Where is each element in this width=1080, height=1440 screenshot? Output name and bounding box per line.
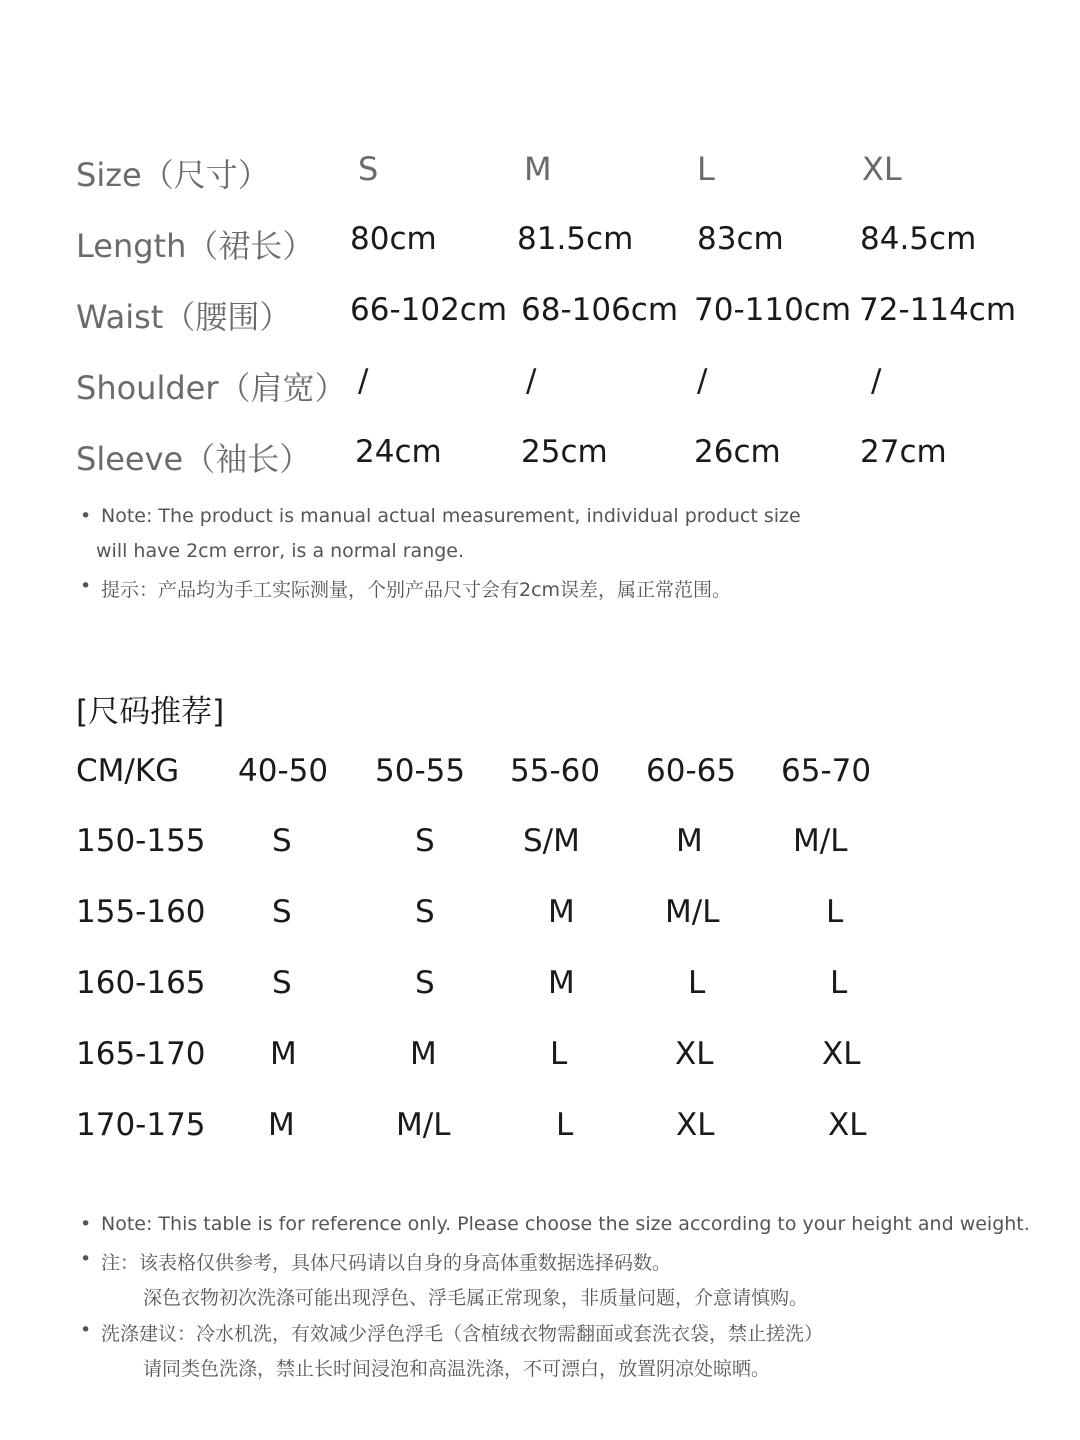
size-col-xl: XL	[862, 150, 902, 188]
recommendation-title: [尺码推荐]	[76, 694, 225, 730]
weight-col-3: 55-60	[510, 753, 601, 789]
waist-m: 68-106cm	[521, 292, 679, 328]
rec-cell: M	[548, 894, 575, 930]
length-label: Length（裙长）	[76, 227, 315, 265]
length-m: 81.5cm	[517, 221, 634, 257]
length-xl: 84.5cm	[860, 221, 977, 257]
waist-xl: 72-114cm	[859, 292, 1017, 328]
size-col-m: M	[524, 150, 552, 188]
rec-cell: S	[415, 823, 435, 859]
rec-cell: S	[272, 894, 292, 930]
size-col-s: S	[358, 150, 379, 188]
sleeve-s: 24cm	[355, 434, 442, 470]
shoulder-s: /	[358, 363, 369, 399]
note-en-line2: will have 2cm error, is a normal range.	[96, 540, 465, 562]
rec-cell: L	[826, 894, 844, 930]
height-row-label: 160-165	[76, 965, 206, 1001]
reference-note-en: Note: This table is for reference only. Please choose the size according to your height and weight.	[101, 1213, 1030, 1235]
bullet: •	[80, 505, 92, 527]
rec-cell: M	[268, 1107, 295, 1143]
rec-cell: M/L	[396, 1107, 451, 1143]
shoulder-label: Shoulder（肩宽）	[76, 369, 347, 407]
shoulder-l: /	[697, 363, 708, 399]
shoulder-xl: /	[871, 363, 882, 399]
rec-cell: M	[270, 1036, 297, 1072]
sleeve-xl: 27cm	[860, 434, 947, 470]
rec-cell: M	[548, 965, 575, 1001]
waist-l: 70-110cm	[694, 292, 852, 328]
waist-label: Waist（腰围）	[76, 298, 292, 336]
bullet: •	[80, 575, 92, 597]
rec-cell: S	[272, 965, 292, 1001]
rec-cell: S	[415, 894, 435, 930]
reference-note-cn: 注：该表格仅供参考，具体尺码请以自身的身高体重数据选择码数。	[101, 1252, 672, 1274]
height-row-label: 150-155	[76, 823, 206, 859]
rec-cell: L	[830, 965, 848, 1001]
waist-s: 66-102cm	[350, 292, 508, 328]
height-row-label: 170-175	[76, 1107, 206, 1143]
length-s: 80cm	[350, 221, 437, 257]
rec-cell: M	[676, 823, 703, 859]
rec-cell: M/L	[665, 894, 720, 930]
sleeve-m: 25cm	[521, 434, 608, 470]
corner-label: CM/KG	[76, 753, 180, 789]
rec-cell: S	[272, 823, 292, 859]
bullet: •	[80, 1248, 92, 1270]
sleeve-label: Sleeve（袖长）	[76, 440, 312, 478]
rec-cell: XL	[822, 1036, 861, 1072]
height-row-label: 155-160	[76, 894, 206, 930]
weight-col-1: 40-50	[238, 753, 329, 789]
rec-cell: S/M	[523, 823, 580, 859]
rec-cell: M	[410, 1036, 437, 1072]
dark-color-note: 深色衣物初次洗涤可能出现浮色、浮毛属正常现象，非质量问题，介意请慎购。	[143, 1287, 809, 1309]
height-row-label: 165-170	[76, 1036, 206, 1072]
shoulder-m: /	[526, 363, 537, 399]
weight-col-2: 50-55	[375, 753, 466, 789]
size-header-label: Size（尺寸）	[76, 156, 270, 194]
size-col-l: L	[697, 150, 715, 188]
bullet: •	[80, 1319, 92, 1341]
sleeve-l: 26cm	[694, 434, 781, 470]
weight-col-5: 65-70	[781, 753, 872, 789]
note-en-line1: Note: The product is manual actual measurement, individual product size	[101, 505, 801, 527]
rec-cell: L	[550, 1036, 568, 1072]
wash-advice-line2: 请同类色洗涤，禁止长时间浸泡和高温洗涤，不可漂白，放置阴凉处晾晒。	[143, 1358, 771, 1380]
length-l: 83cm	[697, 221, 784, 257]
note-cn: 提示：产品均为手工实际测量，个别产品尺寸会有2cm误差，属正常范围。	[101, 579, 732, 601]
bullet: •	[80, 1213, 92, 1235]
wash-advice-line1: 洗涤建议：冷水机洗，有效减少浮色浮毛（含植绒衣物需翻面或套洗衣袋，禁止搓洗）	[101, 1323, 824, 1345]
rec-cell: XL	[828, 1107, 867, 1143]
weight-col-4: 60-65	[646, 753, 737, 789]
rec-cell: XL	[675, 1036, 714, 1072]
rec-cell: XL	[676, 1107, 715, 1143]
rec-cell: L	[556, 1107, 574, 1143]
rec-cell: L	[688, 965, 706, 1001]
rec-cell: S	[415, 965, 435, 1001]
rec-cell: M/L	[793, 823, 848, 859]
